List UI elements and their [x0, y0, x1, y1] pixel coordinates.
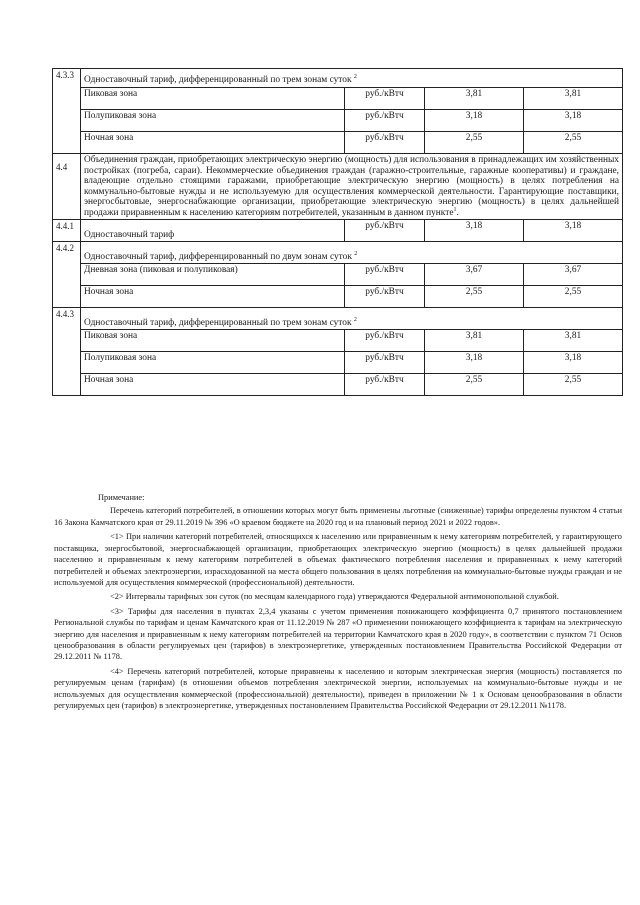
footnote-marker: 2 — [353, 74, 357, 81]
category-description: Объединения граждан, приобретающих электрическую энергию (мощность) для использования в принадлежащих им хозяйственных постройках (погреба, сараи). Некоммерческие объединения граждан (гаражно-строительные, гаражные кооперативы) и граждане, владеющие отдельно стоящими гаражами, приобретающие электрическую энергию (мощность) в целях потребления на коммунально-бытовые нужды и не используемую для осуществления коммерческой деятельности. Гарантирующие поставщики, энергосбытовые, энергоснабжающие организации, приобретающие электрическую энергию (мощность) в целях дальнейшей продажи приравненным к населению категориям потребителей, указанным в данном пункте$^1$. — [81, 154, 623, 220]
footnote-1: <1> При наличии категорий потребителей, относящихся к населению или приравненным к нему категориям потребителей, у гарантирующего поставщика, энергосбытовой, энергоснабжающей организации, приобретающих электрическую энергию (мощность) в целях дальнейшей продажи населению и приравненным к нему категориям потребителей в объемах фактического потребления населения и приравненных к нему категорий потребителей и объемах электроэнергии, израсходованной на места общего пользования в целях потребления на коммунально-бытовые нужды граждан и не используемой для осуществления коммерческой (профессиональной) деятельности. — [54, 532, 622, 587]
value-cell: 2,55 — [425, 286, 524, 308]
unit-cell: руб./кВтч — [345, 264, 425, 286]
table-row — [53, 352, 623, 374]
footnote-marker: 1 — [453, 206, 457, 213]
row-number: 4.4.3 — [53, 308, 81, 396]
zone-label: Ночная зона — [81, 132, 345, 154]
table-row — [53, 286, 623, 308]
zone-label: Ночная зона — [81, 374, 345, 396]
section-title: Одноставочный тариф, дифференцированный по трем зонам суток $^2$ — [81, 308, 623, 330]
footnote-marker: 2 — [354, 250, 358, 257]
value-cell: 3,18 — [524, 110, 623, 132]
unit-cell: руб./кВтч — [345, 110, 425, 132]
value-cell: 2,55 — [524, 286, 623, 308]
value-cell: 3,81 — [524, 330, 623, 352]
row-number: 4.4.1 — [53, 220, 81, 242]
footnote-4: <4> Перечень категорий потребителей, которые приравнены к населению и которым электрическая энергия (мощность) поставляется по регулируемым ценам (тарифам) (в отношении объемов потребления электрической энергии, используемых на коммунально-бытовые нужды и не используемых для осуществления коммерческой (профессиональной) деятельности), приведен в приложении № 1 к Основам ценообразования в области регулируемых цен (тарифов) в электроэнергетике, утвержденных постановлением Правительства Российской Федерации от 29.12.2011 №1178. — [54, 666, 622, 711]
value-cell: 3,81 — [524, 88, 623, 110]
value-cell: 2,55 — [524, 132, 623, 154]
footnote-2: <2> Интервалы тарифных зон суток (по месяцам календарного года) утверждаются Федеральной антимонопольной службой. — [110, 592, 559, 602]
table-row — [53, 242, 623, 264]
row-number: 4.3.3 — [53, 69, 81, 154]
value-cell: 2,55 — [425, 132, 524, 154]
value-cell: 3,81 — [425, 88, 524, 110]
zone-label: Пиковая зона — [81, 88, 345, 110]
row-number: 4.4 — [53, 154, 81, 220]
value-cell: 3,18 — [425, 220, 524, 242]
table-row — [53, 88, 623, 110]
footnote-3: <3> Тарифы для населения в пунктах 2,3,4 указаны с учетом применения понижающего коэффициента 0,7 принятого постановлением Региональной службы по тарифам и ценам Камчатского края от 11.12.2019 № 287 «О применении понижающего коэффициента к тарифам на электрическую энергию для населения и приравненным к нему категориям потребителей на территории Камчатского края в 2020 году», в соответствии с пунктом 71 Основ ценообразования в области регулируемых цен (тарифов) в электроэнергетике, утвержденных постановлением Правительства Российской Федерации от 29.12.2011 № 1178. — [54, 606, 622, 662]
footnote-marker: 2 — [353, 316, 357, 323]
unit-cell: руб./кВтч — [345, 220, 425, 242]
value-cell: 3,81 — [425, 330, 524, 352]
value-cell: 2,55 — [524, 374, 623, 396]
table-row — [53, 330, 623, 352]
table-row — [53, 264, 623, 286]
unit-cell: руб./кВтч — [345, 330, 425, 352]
table-row — [53, 132, 623, 154]
notes-heading: Примечание: — [98, 493, 145, 502]
unit-cell: руб./кВтч — [345, 88, 425, 110]
value-cell: 2,55 — [425, 374, 524, 396]
notes-intro: Перечень категорий потребителей, в отношении которых могут быть применены льготные (сниженные) тарифы определены пунктом 4 статьи 16 Закона Камчатского края от 29.11.2019 № 396 «О краевом бюджете на 2020 год и на плановый период 2021 и 2022 годов». — [54, 506, 622, 527]
value-cell: 3,18 — [425, 352, 524, 374]
zone-label: Дневная зона (пиковая и полупиковая) — [81, 264, 345, 286]
section-title: Одноставочный тариф, дифференцированный по двум зонам суток $^2$ — [81, 242, 623, 264]
unit-cell: руб./кВтч — [345, 286, 425, 308]
table-row — [53, 220, 623, 242]
tariff-table — [52, 68, 623, 396]
zone-label: Пиковая зона — [81, 330, 345, 352]
table-row — [53, 374, 623, 396]
zone-label: Ночная зона — [81, 286, 345, 308]
value-cell: 3,18 — [524, 352, 623, 374]
table-row — [53, 308, 623, 330]
table-row — [53, 154, 623, 220]
unit-cell: руб./кВтч — [345, 374, 425, 396]
value-cell: 3,67 — [524, 264, 623, 286]
unit-cell: руб./кВтч — [345, 352, 425, 374]
value-cell: 3,18 — [524, 220, 623, 242]
notes-section — [54, 492, 622, 715]
unit-cell: руб./кВтч — [345, 132, 425, 154]
section-title: Одноставочный тариф, дифференцированный по трем зонам суток $^2$ — [81, 69, 623, 88]
row-number: 4.4.2 — [53, 242, 81, 308]
value-cell: 3,18 — [425, 110, 524, 132]
tariff-label: Одноставочный тариф — [81, 220, 345, 242]
zone-label: Полупиковая зона — [81, 352, 345, 374]
zone-label: Полупиковая зона — [81, 110, 345, 132]
table-row — [53, 69, 623, 88]
table-row — [53, 110, 623, 132]
value-cell: 3,67 — [425, 264, 524, 286]
